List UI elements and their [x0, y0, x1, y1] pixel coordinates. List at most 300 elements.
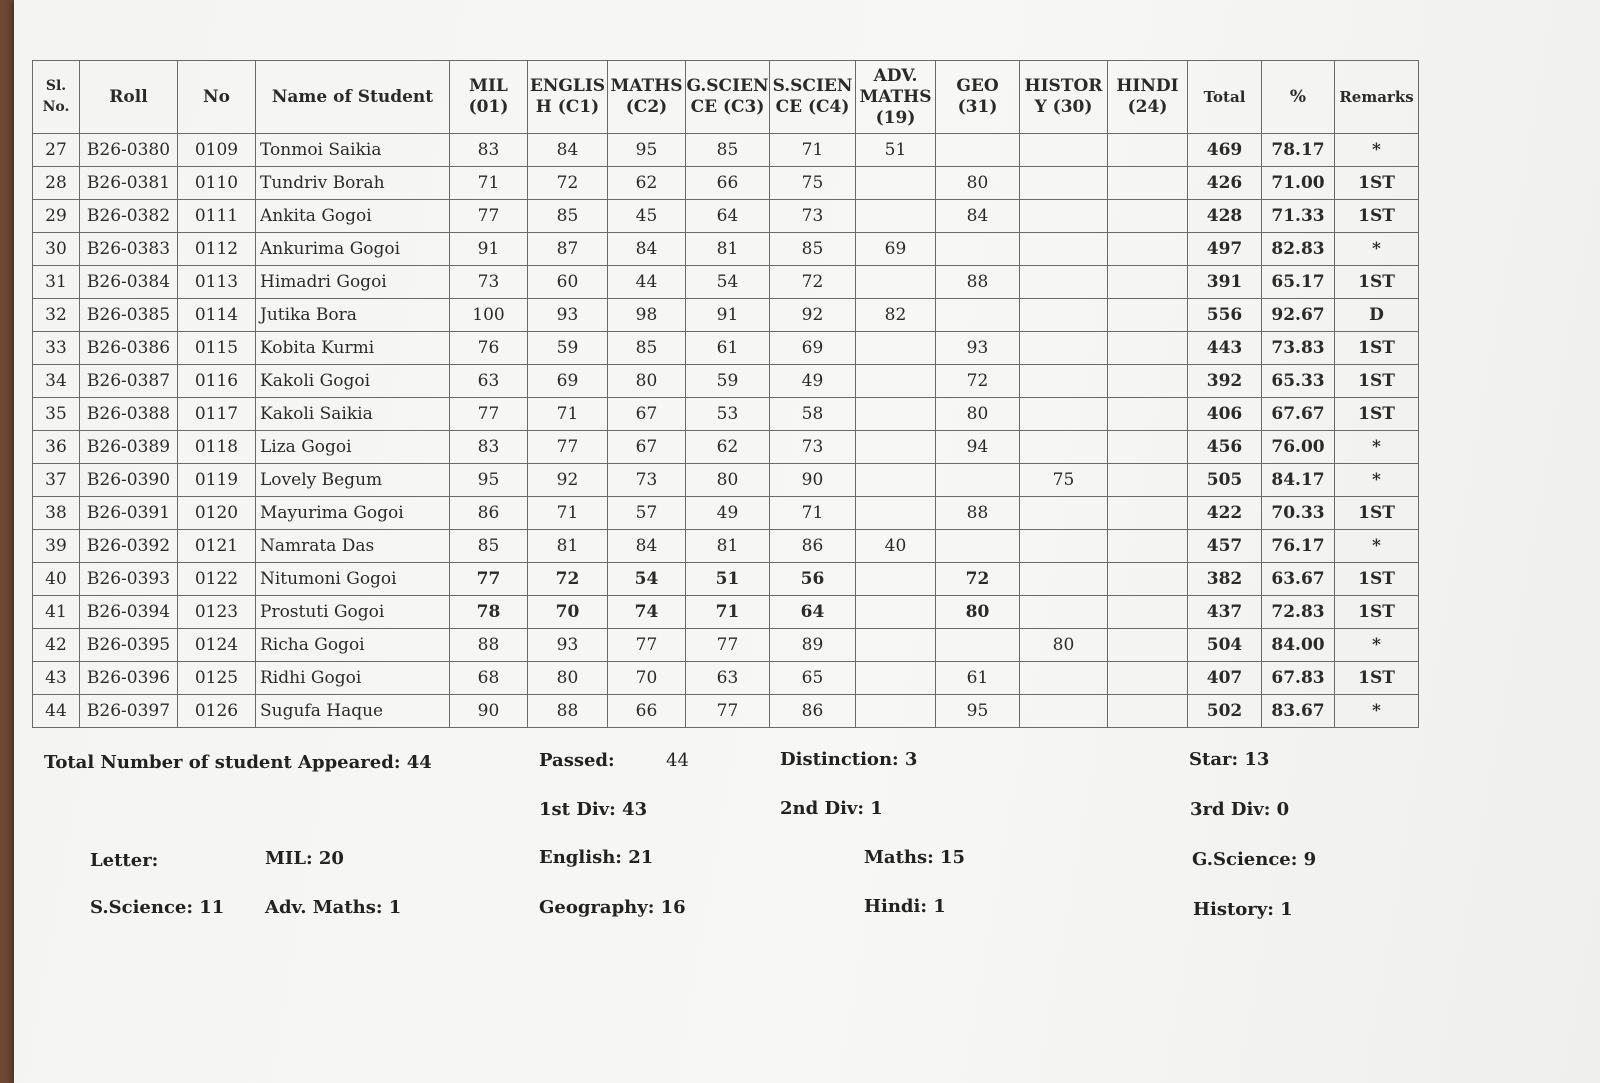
cell-advmaths	[856, 200, 936, 233]
cell-history	[1020, 200, 1108, 233]
col-header-percent: %	[1262, 61, 1335, 134]
cell-sl: 42	[33, 629, 80, 662]
cell-total: 406	[1188, 398, 1262, 431]
cell-student-name: Jutika Bora	[256, 299, 450, 332]
cell-sscience: 72	[770, 266, 856, 299]
cell-percent: 82.83	[1262, 233, 1335, 266]
cell-no: 0126	[178, 695, 256, 728]
cell-maths: 73	[608, 464, 686, 497]
cell-remarks: 1ST	[1335, 497, 1419, 530]
cell-maths: 95	[608, 134, 686, 167]
cell-english: 93	[528, 299, 608, 332]
results-body	[33, 134, 1419, 728]
cell-mil: 91	[450, 233, 528, 266]
cell-english: 85	[528, 200, 608, 233]
cell-advmaths	[856, 695, 936, 728]
cell-student-name: Lovely Begum	[256, 464, 450, 497]
cell-gscience: 64	[686, 200, 770, 233]
cell-student-name: Liza Gogoi	[256, 431, 450, 464]
cell-percent: 67.83	[1262, 662, 1335, 695]
cell-advmaths	[856, 629, 936, 662]
cell-history	[1020, 332, 1108, 365]
col-header-maths: MATHS (C2)	[608, 61, 686, 134]
cell-sscience: 89	[770, 629, 856, 662]
cell-roll: B26-0382	[80, 200, 178, 233]
cell-no: 0119	[178, 464, 256, 497]
cell-advmaths	[856, 266, 936, 299]
cell-mil: 76	[450, 332, 528, 365]
cell-remarks: *	[1335, 464, 1419, 497]
cell-total: 502	[1188, 695, 1262, 728]
cell-sl: 35	[33, 398, 80, 431]
cell-roll: B26-0390	[80, 464, 178, 497]
col-header-advmaths: ADV. MATHS (19)	[856, 61, 936, 134]
cell-gscience: 81	[686, 233, 770, 266]
cell-remarks: 1ST	[1335, 365, 1419, 398]
cell-advmaths	[856, 167, 936, 200]
cell-gscience: 81	[686, 530, 770, 563]
cell-gscience: 91	[686, 299, 770, 332]
cell-mil: 85	[450, 530, 528, 563]
cell-sl: 44	[33, 695, 80, 728]
col-header-sscience: S.SCIENCE (C4)	[770, 61, 856, 134]
cell-geo: 72	[936, 365, 1020, 398]
cell-sscience: 86	[770, 695, 856, 728]
cell-history	[1020, 266, 1108, 299]
cell-no: 0123	[178, 596, 256, 629]
cell-remarks: D	[1335, 299, 1419, 332]
summary-star: Star: 13	[1189, 749, 1270, 770]
cell-history	[1020, 134, 1108, 167]
cell-english: 77	[528, 431, 608, 464]
cell-gscience: 51	[686, 563, 770, 596]
cell-no: 0121	[178, 530, 256, 563]
cell-geo: 80	[936, 596, 1020, 629]
cell-percent: 76.17	[1262, 530, 1335, 563]
cell-no: 0114	[178, 299, 256, 332]
cell-percent: 71.00	[1262, 167, 1335, 200]
col-header-history: HISTORY (30)	[1020, 61, 1108, 134]
cell-percent: 71.33	[1262, 200, 1335, 233]
cell-sscience: 75	[770, 167, 856, 200]
col-header-gscience: G.SCIENCE (C3)	[686, 61, 770, 134]
cell-history	[1020, 695, 1108, 728]
cell-remarks: 1ST	[1335, 398, 1419, 431]
cell-advmaths: 40	[856, 530, 936, 563]
table-row	[33, 233, 1419, 266]
cell-english: 71	[528, 398, 608, 431]
cell-hindi	[1108, 266, 1188, 299]
cell-student-name: Kakoli Saikia	[256, 398, 450, 431]
cell-history: 80	[1020, 629, 1108, 662]
cell-sscience: 90	[770, 464, 856, 497]
cell-sl: 31	[33, 266, 80, 299]
cell-sscience: 85	[770, 233, 856, 266]
cell-mil: 88	[450, 629, 528, 662]
cell-hindi	[1108, 464, 1188, 497]
cell-advmaths	[856, 398, 936, 431]
cell-roll: B26-0391	[80, 497, 178, 530]
cell-sscience: 92	[770, 299, 856, 332]
cell-roll: B26-0392	[80, 530, 178, 563]
cell-hindi	[1108, 695, 1188, 728]
cell-geo	[936, 134, 1020, 167]
header-row	[33, 61, 1419, 134]
summary-appeared: Total Number of student Appeared: 44	[44, 752, 432, 773]
cell-no: 0116	[178, 365, 256, 398]
cell-geo: 61	[936, 662, 1020, 695]
table-row	[33, 134, 1419, 167]
cell-maths: 57	[608, 497, 686, 530]
cell-percent: 92.67	[1262, 299, 1335, 332]
cell-remarks: 1ST	[1335, 332, 1419, 365]
cell-mil: 71	[450, 167, 528, 200]
cell-total: 443	[1188, 332, 1262, 365]
cell-sscience: 73	[770, 431, 856, 464]
cell-roll: B26-0396	[80, 662, 178, 695]
cell-sl: 32	[33, 299, 80, 332]
cell-sscience: 64	[770, 596, 856, 629]
cell-total: 422	[1188, 497, 1262, 530]
cell-remarks: 1ST	[1335, 563, 1419, 596]
cell-remarks: *	[1335, 134, 1419, 167]
cell-advmaths	[856, 365, 936, 398]
table-row	[33, 662, 1419, 695]
cell-mil: 100	[450, 299, 528, 332]
cell-student-name: Prostuti Gogoi	[256, 596, 450, 629]
cell-roll: B26-0393	[80, 563, 178, 596]
summary-letter-maths: Maths: 15	[864, 847, 966, 868]
summary-letter-advmaths: Adv. Maths: 1	[265, 897, 402, 918]
cell-geo	[936, 299, 1020, 332]
cell-no: 0118	[178, 431, 256, 464]
cell-hindi	[1108, 365, 1188, 398]
cell-hindi	[1108, 530, 1188, 563]
cell-percent: 84.17	[1262, 464, 1335, 497]
cell-student-name: Richa Gogoi	[256, 629, 450, 662]
cell-geo	[936, 233, 1020, 266]
table-row	[33, 464, 1419, 497]
cell-geo: 80	[936, 167, 1020, 200]
cell-english: 69	[528, 365, 608, 398]
cell-remarks: 1ST	[1335, 200, 1419, 233]
cell-percent: 73.83	[1262, 332, 1335, 365]
cell-sl: 30	[33, 233, 80, 266]
col-header-sl: Sl. No.	[33, 61, 80, 134]
cell-sl: 38	[33, 497, 80, 530]
cell-remarks: 1ST	[1335, 266, 1419, 299]
cell-geo: 72	[936, 563, 1020, 596]
table-row	[33, 629, 1419, 662]
summary-letter-english: English: 21	[539, 847, 654, 868]
cell-no: 0109	[178, 134, 256, 167]
cell-maths: 70	[608, 662, 686, 695]
cell-geo	[936, 629, 1020, 662]
cell-history	[1020, 563, 1108, 596]
summary-letter-hindi: Hindi: 1	[864, 896, 946, 917]
summary-first-div: 1st Div: 43	[539, 799, 648, 820]
cell-mil: 90	[450, 695, 528, 728]
cell-maths: 66	[608, 695, 686, 728]
cell-geo: 95	[936, 695, 1020, 728]
cell-no: 0115	[178, 332, 256, 365]
table-row	[33, 299, 1419, 332]
cell-sl: 34	[33, 365, 80, 398]
cell-sscience: 71	[770, 134, 856, 167]
cell-gscience: 61	[686, 332, 770, 365]
cell-gscience: 54	[686, 266, 770, 299]
cell-maths: 44	[608, 266, 686, 299]
cell-total: 428	[1188, 200, 1262, 233]
table-row	[33, 596, 1419, 629]
cell-remarks: *	[1335, 431, 1419, 464]
cell-mil: 86	[450, 497, 528, 530]
cell-hindi	[1108, 299, 1188, 332]
cell-hindi	[1108, 497, 1188, 530]
cell-student-name: Ankurima Gogoi	[256, 233, 450, 266]
cell-geo: 80	[936, 398, 1020, 431]
summary-passed-value: 44	[666, 750, 689, 771]
cell-roll: B26-0386	[80, 332, 178, 365]
cell-sl: 28	[33, 167, 80, 200]
cell-maths: 74	[608, 596, 686, 629]
table-row	[33, 431, 1419, 464]
cell-english: 88	[528, 695, 608, 728]
cell-student-name: Ankita Gogoi	[256, 200, 450, 233]
cell-mil: 77	[450, 563, 528, 596]
table-row	[33, 167, 1419, 200]
summary-second-div: 2nd Div: 1	[780, 798, 883, 819]
cell-student-name: Sugufa Haque	[256, 695, 450, 728]
cell-maths: 67	[608, 398, 686, 431]
cell-percent: 84.00	[1262, 629, 1335, 662]
cell-roll: B26-0385	[80, 299, 178, 332]
table-row	[33, 266, 1419, 299]
cell-sl: 39	[33, 530, 80, 563]
cell-advmaths	[856, 431, 936, 464]
cell-mil: 77	[450, 200, 528, 233]
cell-geo: 84	[936, 200, 1020, 233]
cell-percent: 76.00	[1262, 431, 1335, 464]
cell-maths: 80	[608, 365, 686, 398]
cell-roll: B26-0397	[80, 695, 178, 728]
cell-maths: 84	[608, 233, 686, 266]
cell-roll: B26-0387	[80, 365, 178, 398]
cell-mil: 95	[450, 464, 528, 497]
cell-advmaths	[856, 596, 936, 629]
table-row	[33, 563, 1419, 596]
cell-english: 60	[528, 266, 608, 299]
cell-history	[1020, 431, 1108, 464]
cell-total: 469	[1188, 134, 1262, 167]
summary-letter-gscience: G.Science: 9	[1192, 849, 1317, 870]
cell-student-name: Himadri Gogoi	[256, 266, 450, 299]
summary-third-div: 3rd Div: 0	[1190, 799, 1290, 820]
cell-geo: 94	[936, 431, 1020, 464]
cell-history	[1020, 596, 1108, 629]
cell-hindi	[1108, 662, 1188, 695]
cell-total: 505	[1188, 464, 1262, 497]
cell-roll: B26-0394	[80, 596, 178, 629]
cell-total: 392	[1188, 365, 1262, 398]
cell-percent: 63.67	[1262, 563, 1335, 596]
summary-letter-label: Letter:	[90, 850, 159, 871]
cell-english: 81	[528, 530, 608, 563]
cell-sl: 40	[33, 563, 80, 596]
cell-total: 437	[1188, 596, 1262, 629]
col-header-total: Total	[1188, 61, 1262, 134]
cell-mil: 73	[450, 266, 528, 299]
cell-roll: B26-0388	[80, 398, 178, 431]
cell-remarks: 1ST	[1335, 662, 1419, 695]
col-header-name: Name of Student	[256, 61, 450, 134]
cell-geo: 93	[936, 332, 1020, 365]
cell-sl: 36	[33, 431, 80, 464]
cell-english: 72	[528, 563, 608, 596]
cell-percent: 65.33	[1262, 365, 1335, 398]
cell-history	[1020, 530, 1108, 563]
cell-english: 59	[528, 332, 608, 365]
cell-student-name: Mayurima Gogoi	[256, 497, 450, 530]
cell-hindi	[1108, 200, 1188, 233]
cell-geo	[936, 530, 1020, 563]
cell-sscience: 86	[770, 530, 856, 563]
cell-total: 407	[1188, 662, 1262, 695]
cell-gscience: 77	[686, 695, 770, 728]
cell-total: 504	[1188, 629, 1262, 662]
col-header-no: No	[178, 61, 256, 134]
table-row	[33, 200, 1419, 233]
summary-letter-mil: MIL: 20	[265, 848, 344, 869]
result-sheet	[14, 0, 1600, 1083]
table-row	[33, 365, 1419, 398]
cell-no: 0125	[178, 662, 256, 695]
cell-maths: 54	[608, 563, 686, 596]
cell-sscience: 56	[770, 563, 856, 596]
cell-sscience: 49	[770, 365, 856, 398]
col-header-remarks: Remarks	[1335, 61, 1419, 134]
cell-student-name: Kobita Kurmi	[256, 332, 450, 365]
cell-remarks: 1ST	[1335, 167, 1419, 200]
cell-remarks: *	[1335, 530, 1419, 563]
cell-sscience: 71	[770, 497, 856, 530]
cell-no: 0113	[178, 266, 256, 299]
cell-mil: 78	[450, 596, 528, 629]
cell-advmaths	[856, 497, 936, 530]
cell-percent: 83.67	[1262, 695, 1335, 728]
cell-sscience: 65	[770, 662, 856, 695]
cell-maths: 45	[608, 200, 686, 233]
table-row	[33, 398, 1419, 431]
cell-advmaths	[856, 563, 936, 596]
cell-advmaths	[856, 464, 936, 497]
cell-total: 426	[1188, 167, 1262, 200]
summary-distinction: Distinction: 3	[780, 749, 918, 770]
cell-roll: B26-0384	[80, 266, 178, 299]
cell-mil: 83	[450, 134, 528, 167]
cell-english: 93	[528, 629, 608, 662]
cell-remarks: *	[1335, 695, 1419, 728]
cell-gscience: 66	[686, 167, 770, 200]
cell-remarks: *	[1335, 629, 1419, 662]
cell-advmaths: 82	[856, 299, 936, 332]
results-table	[32, 60, 1419, 728]
cell-no: 0120	[178, 497, 256, 530]
cell-total: 556	[1188, 299, 1262, 332]
cell-roll: B26-0381	[80, 167, 178, 200]
cell-roll: B26-0389	[80, 431, 178, 464]
cell-geo	[936, 464, 1020, 497]
summary-letter-history: History: 1	[1193, 899, 1293, 920]
cell-english: 71	[528, 497, 608, 530]
cell-total: 391	[1188, 266, 1262, 299]
table-row	[33, 695, 1419, 728]
cell-percent: 72.83	[1262, 596, 1335, 629]
cell-no: 0117	[178, 398, 256, 431]
cell-sl: 43	[33, 662, 80, 695]
cell-english: 70	[528, 596, 608, 629]
col-header-mil: MIL (01)	[450, 61, 528, 134]
cell-student-name: Ridhi Gogoi	[256, 662, 450, 695]
col-header-hindi: HINDI (24)	[1108, 61, 1188, 134]
cell-roll: B26-0383	[80, 233, 178, 266]
cell-hindi	[1108, 431, 1188, 464]
cell-history	[1020, 233, 1108, 266]
cell-advmaths: 51	[856, 134, 936, 167]
cell-history	[1020, 497, 1108, 530]
cell-gscience: 77	[686, 629, 770, 662]
cell-total: 497	[1188, 233, 1262, 266]
cell-percent: 70.33	[1262, 497, 1335, 530]
cell-maths: 77	[608, 629, 686, 662]
cell-hindi	[1108, 167, 1188, 200]
cell-hindi	[1108, 233, 1188, 266]
cell-roll: B26-0395	[80, 629, 178, 662]
cell-advmaths	[856, 662, 936, 695]
cell-hindi	[1108, 398, 1188, 431]
cell-history	[1020, 299, 1108, 332]
summary-letter-geography: Geography: 16	[539, 897, 686, 918]
cell-hindi	[1108, 134, 1188, 167]
cell-english: 84	[528, 134, 608, 167]
cell-gscience: 63	[686, 662, 770, 695]
cell-hindi	[1108, 332, 1188, 365]
cell-geo: 88	[936, 266, 1020, 299]
cell-history: 75	[1020, 464, 1108, 497]
cell-maths: 67	[608, 431, 686, 464]
cell-maths: 85	[608, 332, 686, 365]
cell-hindi	[1108, 596, 1188, 629]
col-header-geo: GEO (31)	[936, 61, 1020, 134]
table-row	[33, 332, 1419, 365]
summary-passed-label: Passed:	[539, 750, 615, 771]
cell-mil: 77	[450, 398, 528, 431]
cell-total: 457	[1188, 530, 1262, 563]
cell-mil: 68	[450, 662, 528, 695]
cell-remarks: *	[1335, 233, 1419, 266]
cell-student-name: Namrata Das	[256, 530, 450, 563]
cell-gscience: 85	[686, 134, 770, 167]
cell-maths: 62	[608, 167, 686, 200]
cell-sl: 29	[33, 200, 80, 233]
cell-no: 0111	[178, 200, 256, 233]
cell-history	[1020, 398, 1108, 431]
cell-no: 0122	[178, 563, 256, 596]
cell-sl: 27	[33, 134, 80, 167]
cell-geo: 88	[936, 497, 1020, 530]
cell-advmaths: 69	[856, 233, 936, 266]
cell-gscience: 62	[686, 431, 770, 464]
